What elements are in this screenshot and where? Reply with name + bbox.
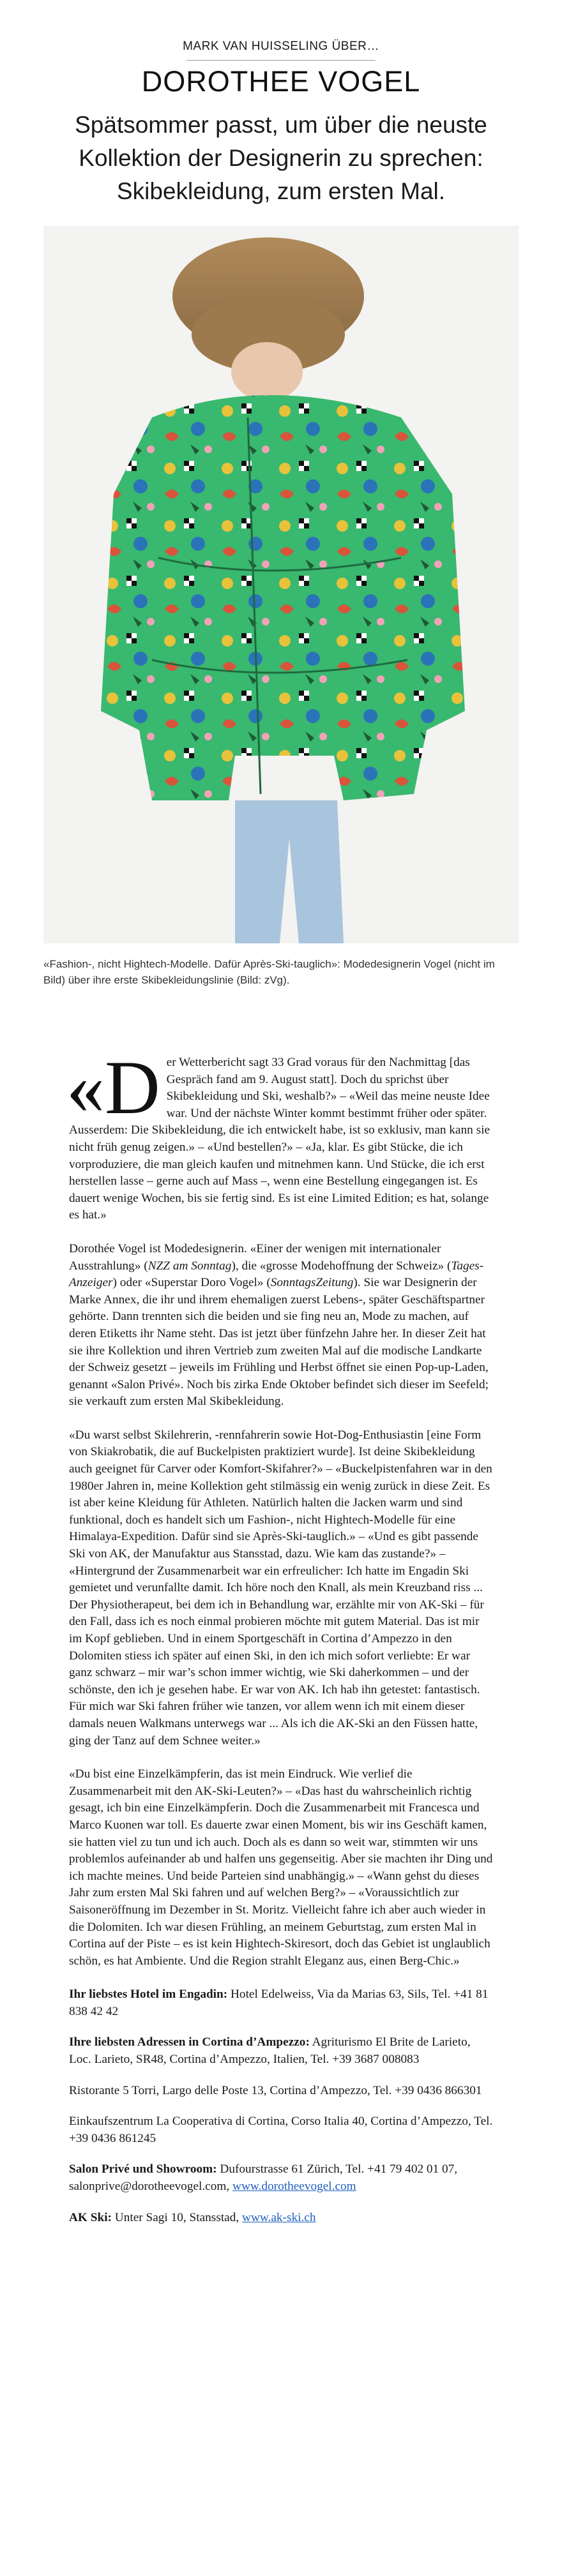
info-label: Ihre liebsten Adressen in Cortina d’Ampezzo:: [69, 2035, 310, 2049]
info-text: Hotel Edelweiss, Via da Marias 63, Sils, Tel. +41 81 838 42 42: [69, 1988, 489, 2018]
info-text: Dufourstrasse 61 Zürich, Tel. +41 79 402 01 07, salonprive@dorotheevogel.com,: [69, 2162, 458, 2194]
bio-text: Dorothée Vogel ist Modedesignerin. «Einer der wenigen mit internationaler Ausstrahlung» (: [69, 1241, 441, 1273]
model-in-ski-jacket-illustration: [43, 226, 519, 943]
info-hotel: [69, 1986, 493, 2020]
info-label: Ihr liebstes Hotel im Engadin:: [69, 1988, 228, 2002]
info-label: AK Ski:: [69, 2210, 112, 2224]
headline: Spätsommer passt, um über die neuste Kollektion der Designerin zu sprechen: Skibekleidung, zum ersten Mal.: [75, 112, 487, 204]
info-ristorante: Ristorante 5 Torri, Largo delle Poste 13, Cortina d’Ampezzo, Tel. +39 0436 866301: [69, 2083, 482, 2097]
kicker-underline: [186, 60, 376, 61]
bio-text: ). Sie war Designerin der Marke Annex, die ihr und ihrem ehemaligen zuerst Lebens-, später Geschäftspartner gehörte. Dann trennten sich die beiden und sie fing neu an, Mode zu machen, auf deren Etiketts ihr Name steht. Das ist jetzt über fünfzehn Jahre her. In dieser Zeit hat sie ihre Kollektion und ihren Vertrieb zum zweiten Mal auf die modische Landkarte der Schweiz gesetzt – jeweils im Frühling und Herbst öffnet sie einen Pop-up-Laden, genannt «Salon Privé». Noch bis zirka Ende Oktober befindet sich dieser im Seefeld; sie verkauft zum ersten Mal Skibekleidung.: [69, 1276, 489, 1409]
bio-text: ), die «grosse Modehoffnung der Schweiz» (: [231, 1259, 452, 1273]
paragraph-intro-text: er Wetterbericht sagt 33 Grad voraus für den Nachmittag [das Gespräch fand am 9. August statt]. Doch du sprichst über Skibekleidung und Ski, weshalb?» – «Weil das meine neuste Idee war. Und der nächste Winter kommt bestimmt früher oder später. Ausserdem: Die Skibekleidung, die ich entwickelt habe, ist so exklusiv, man kann sie nicht früh genug zeigen.» – «Und bestellen?» – «Ja, klar. Es gibt Stücke, die ich vorproduziere, die man gleich kaufen und mitnehmen kann. Und Stücke, die ich erst herstellen lasse – gerne auch auf Mass –, wenn eine Bestellung eingegangen ist. Es dauert wenige Wochen, bis sie fertig sind. Es ist eine Limited Edition; es hat, solange es hat.»: [69, 1056, 490, 1222]
source-tages-anzeiger: Tages-Anzeiger: [69, 1259, 484, 1290]
subject-name: DOROTHEE VOGEL: [141, 65, 421, 98]
info-ak-ski: [69, 2210, 493, 2227]
paragraph-intro: [66, 1045, 493, 1224]
info-text: Unter Sagi 10, Stansstad,: [111, 2210, 243, 2224]
info-salon: [69, 2161, 493, 2195]
source-sonntagszeitung: SonntagsZeitung: [270, 1276, 354, 1290]
bio-text: ) oder «Superstar Doro Vogel» (: [112, 1276, 271, 1290]
info-cortina: [69, 2034, 493, 2068]
source-nzz: NZZ am Sonntag: [148, 1259, 232, 1273]
article-body: [66, 1045, 493, 2240]
address-list: [69, 1986, 493, 2226]
fashion-photo: [43, 226, 519, 943]
paragraph-ski-interview: «Du warst selbst Skilehrerin, -rennfahrerin sowie Hot-Dog-Enthusiastin [eine Form von Skiakrobatik, die auf Buckelpisten praktiziert wurde]. Ist deine Skibekleidung auch geeignet für Carver oder Komfort-Skifahrer?» – «Buckelpistenfahren war in den 1980er Jahren in, meine Kollektion geht stilmässig ein wenig zurück in diese Zeit. Es ist aber keine Kleidung für Athleten. Natürlich halten die Jacken warm und sind funktional, doch es handelt sich um Fashion-, nicht Hightech-Modelle für eine Himalaya-Expedition. Dafür sind sie Après-Ski-tauglich.» – «Und es gibt passende Ski von AK, der Manufaktur aus Stansstad, dazu. Wie kam das zustande?» – «Hintergrund der Zusammenarbeit war ein erfreulicher: Ich hatte im Engadin Ski gemietet und verunfallte damit. Ich höre noch den Knall, als mein Kreuzband riss ... Der Physiotherapeut, bei dem ich in Behandlung war, erzählte mir von AK-Ski – für den Fall, dass ich es noch einmal probieren möchte mit gutem Material. Das ist mir im Kopf geblieben. Und in einem Sportgeschäft in Cortina d’Ampezzo in den Dolomiten stiess ich später auf einen Ski, in den ich mich sofort verliebte: Er war ganz schwarz – mir war’s schon immer wichtig, wie Ski daherkommen – und der schönste, den ich je gesehen habe. Er war von AK. Ich hab ihn getestet: fantastisch. Für mich war Ski fahren früher wie tanzen, vor allem wenn ich mit einem dieser damals neuen Walkmans unterwegs war ... Als ich die AK-Ski an den Füssen hatte, ging der Tanz auf dem Schnee weiter.»: [69, 1428, 492, 1748]
info-text: Agriturismo El Brite de Larieto, Loc. Larieto, SR48, Cortina d’Ampezzo, Italien, Tel. +39 3687 008083: [69, 2035, 471, 2067]
photo-caption: «Fashion-, nicht Hightech-Modelle. Dafür Après-Ski-tauglich»: Modedesignerin Vogel (nicht im Bild) über ihre erste Skibekleidungslinie (Bild: zVg).: [43, 958, 495, 986]
ak-ski-link[interactable]: www.ak-ski.ch: [242, 2210, 316, 2224]
dorotheevogel-link[interactable]: www.dorotheevogel.com: [232, 2180, 356, 2194]
info-einkaufszentrum: Einkaufszentrum La Cooperativa di Cortina, Corso Italia 40, Cortina d’Ampezzo, Tel. +39 0436 861245: [69, 2115, 493, 2145]
info-label: Salon Privé und Showroom:: [69, 2162, 217, 2176]
drop-cap: «D: [66, 1045, 160, 1130]
paragraph-collaboration: «Du bist eine Einzelkämpferin, das ist mein Eindruck. Wie verlief die Zusammenarbeit mit den AK-Ski-Leuten?» – «Das hast du wahrscheinlich richtig gesagt, ich bin eine Einzelkämpferin. Doch die Zusammenarbeit mit Francesca und Marco Kuonen war toll. Es dauerte zwar einen Moment, bis wir ins Geschäft kamen, sie hatten viel zu tun und ich auch. Doch als es dann so weit war, stimmten wir uns problemlos aufeinander ab und halfen uns gegenseitig. Aber sie machten ihr Ding und ich machte meines. Und beide Parteien sind unabhängig.» – «Wann gehst du dieses Jahr zum ersten Mal Ski fahren und auf welchen Berg?» – «Voraussichtlich zur Saisoneröffnung im Dezember in St. Moritz. Vielleicht fahre ich aber auch wieder in die Dolomiten. Ich war diesen Frühling, an meinem Geburtstag, zum ersten Mal in Cortina auf der Piste – es ist kein Hightech-Skiresort, doch das Gebiet ist unglaublich schön, es hat Ambiente. Und die Region strahlt Eleganz aus, einen Berg-Chic.»: [69, 1767, 493, 1968]
author-kicker: MARK VAN HUISSELING ÜBER…: [183, 40, 379, 53]
paragraph-bio: [69, 1241, 493, 1411]
